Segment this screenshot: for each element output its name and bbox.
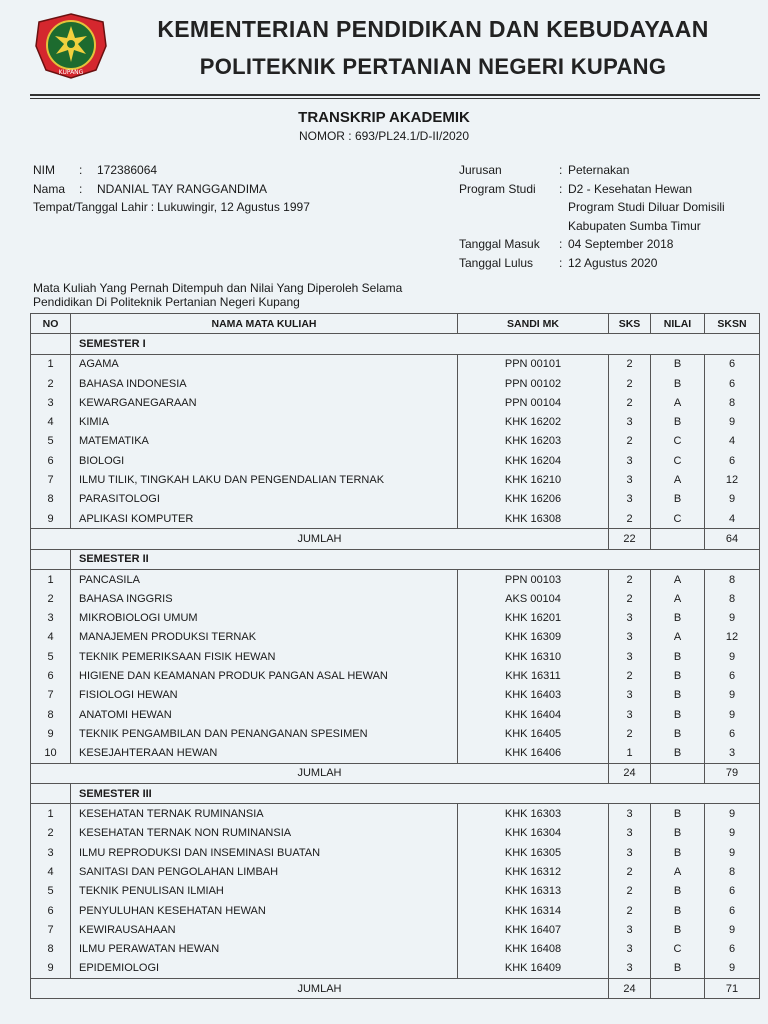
cell-sksn: 6 [705, 354, 760, 374]
cell-course: ILMU REPRODUKSI DAN INSEMINASI BUATAN [71, 843, 458, 862]
table-row [31, 470, 760, 489]
cell-grade: A [651, 862, 705, 881]
cell-sks: 2 [609, 589, 651, 608]
cell-code: KHK 16311 [458, 666, 609, 685]
cell-no: 1 [31, 354, 71, 374]
cell-code: PPN 00101 [458, 354, 609, 374]
cell-sks: 1 [609, 744, 651, 764]
cell-sksn: 6 [705, 940, 760, 959]
cell-sksn: 8 [705, 862, 760, 881]
total-label: JUMLAH [31, 529, 609, 549]
cell-grade: B [651, 705, 705, 724]
cell-code: KHK 16406 [458, 744, 609, 764]
table-row [31, 628, 760, 647]
table-row [31, 432, 760, 451]
birth-row: Tempat/Tanggal Lahir : Lukuwingir, 12 Agustus 1997 [33, 198, 310, 217]
table-row [31, 686, 760, 705]
table-row [31, 959, 760, 979]
cell-grade: B [651, 804, 705, 824]
name-row: Nama : NDANIAL TAY RANGGANDIMA [33, 180, 310, 199]
table-row [31, 666, 760, 685]
cell-course: PANCASILA [71, 569, 458, 589]
cell-course: TEKNIK PENGAMBILAN DAN PENANGANAN SPESIMEN [71, 724, 458, 743]
program-info: Jurusan : Peternakan Program Studi : D2 - Kesehatan Hewan Program Studi Diluar Domisili Kabupaten Sumba Timur Tanggal Masuk : 04 September 2018 Tanggal Lulus : 12 Agustus 2020 [459, 161, 725, 273]
cell-sks: 2 [609, 724, 651, 743]
table-row [31, 490, 760, 509]
semester-total-row [31, 979, 760, 999]
cell-course: FISIOLOGI HEWAN [71, 686, 458, 705]
cell-no: 9 [31, 724, 71, 743]
header-rule [30, 94, 760, 96]
cell-course: MANAJEMEN PRODUKSI TERNAK [71, 628, 458, 647]
cell-no: 4 [31, 862, 71, 881]
semester-heading [31, 549, 760, 569]
table-row [31, 901, 760, 920]
cell-no: 6 [31, 901, 71, 920]
table-row [31, 451, 760, 470]
ministry-title: KEMENTERIAN PENDIDIKAN DAN KEBUDAYAAN [157, 16, 709, 42]
cell-grade: B [651, 354, 705, 374]
cell-grade: B [651, 374, 705, 393]
total-sks: 24 [609, 979, 651, 999]
cell-sks: 2 [609, 901, 651, 920]
table-row [31, 843, 760, 862]
cell-no: 1 [31, 569, 71, 589]
cell-sksn: 9 [705, 824, 760, 843]
table-row [31, 647, 760, 666]
cell-sks: 3 [609, 608, 651, 627]
cell-sksn: 8 [705, 589, 760, 608]
cell-grade: A [651, 569, 705, 589]
masuk-row: Tanggal Masuk : 04 September 2018 [459, 237, 674, 252]
total-label: JUMLAH [31, 979, 609, 999]
cell-course: PARASITOLOGI [71, 490, 458, 509]
cell-no: 7 [31, 920, 71, 939]
cell-grade: B [651, 608, 705, 627]
cell-sksn: 9 [705, 959, 760, 979]
semester-label: SEMESTER II [71, 549, 760, 569]
cell-grade: A [651, 589, 705, 608]
cell-sksn: 9 [705, 412, 760, 431]
cell-code: KHK 16308 [458, 509, 609, 529]
student-info [33, 161, 310, 217]
cell-sksn: 12 [705, 470, 760, 489]
cell-code: KHK 16202 [458, 412, 609, 431]
cell-sksn: 6 [705, 901, 760, 920]
cell-no: 4 [31, 412, 71, 431]
table-row [31, 509, 760, 529]
table-row [31, 589, 760, 608]
cell-sks: 2 [609, 862, 651, 881]
cell-sks: 3 [609, 705, 651, 724]
cell-grade: B [651, 647, 705, 666]
cell-sks: 3 [609, 804, 651, 824]
cell-sksn: 4 [705, 509, 760, 529]
cell-no: 2 [31, 374, 71, 393]
cell-no: 8 [31, 490, 71, 509]
table-row [31, 940, 760, 959]
document-number: NOMOR : 693/PL24.1/D-II/2020 [298, 129, 470, 143]
cell-no: 5 [31, 647, 71, 666]
cell-grade: A [651, 470, 705, 489]
cell-sksn: 9 [705, 490, 760, 509]
cell-sks: 2 [609, 882, 651, 901]
cell-no: 2 [31, 589, 71, 608]
lulus-row: Tanggal Lulus : 12 Agustus 2020 [459, 255, 658, 270]
cell-grade: B [651, 744, 705, 764]
cell-sks: 3 [609, 490, 651, 509]
cell-no: 7 [31, 470, 71, 489]
cell-sks: 2 [609, 393, 651, 412]
table-row [31, 920, 760, 939]
cell-code: PPN 00103 [458, 569, 609, 589]
cell-course: KEWIRAUSAHAAN [71, 920, 458, 939]
transcript-table [30, 313, 760, 999]
semester-total-row [31, 763, 760, 783]
cell-course: PENYULUHAN KESEHATAN HEWAN [71, 901, 458, 920]
table-row [31, 608, 760, 627]
cell-sks: 2 [609, 374, 651, 393]
cell-code: KHK 16210 [458, 470, 609, 489]
cell-course: APLIKASI KOMPUTER [71, 509, 458, 529]
cell-sks: 3 [609, 940, 651, 959]
cell-course: KEWARGANEGARAAN [71, 393, 458, 412]
cell-sksn: 8 [705, 569, 760, 589]
cell-grade: A [651, 628, 705, 647]
cell-code: KHK 16305 [458, 843, 609, 862]
cell-code: KHK 16405 [458, 724, 609, 743]
cell-code: KHK 16403 [458, 686, 609, 705]
cell-no: 10 [31, 744, 71, 764]
semester-label: SEMESTER I [71, 334, 760, 354]
cell-sksn: 9 [705, 705, 760, 724]
total-sks: 22 [609, 529, 651, 549]
prodi-row: Program Studi : D2 - Kesehatan Hewan [459, 181, 693, 196]
cell-grade: B [651, 920, 705, 939]
total-sksn: 79 [705, 763, 760, 783]
header-rule-thin [30, 98, 760, 99]
svg-text:KUPANG: KUPANG [58, 69, 84, 76]
intro-text: Mata Kuliah Yang Pernah Ditempuh dan Nilai Yang Diperoleh Selama Pendidikan Di Politeknik Pertanian Negeri Kupang [33, 281, 403, 309]
cell-sks: 2 [609, 569, 651, 589]
semester-total-row [31, 529, 760, 549]
cell-code: KHK 16404 [458, 705, 609, 724]
semester-heading [31, 334, 760, 354]
cell-code: KHK 16206 [458, 490, 609, 509]
nim-row: NIM : 172386064 [33, 161, 310, 180]
cell-sksn: 9 [705, 647, 760, 666]
cell-no: 4 [31, 628, 71, 647]
cell-sks: 2 [609, 432, 651, 451]
cell-course: EPIDEMIOLOGI [71, 959, 458, 979]
cell-grade: C [651, 432, 705, 451]
table-row [31, 724, 760, 743]
cell-sksn: 6 [705, 451, 760, 470]
nim-value: 172386064 [97, 163, 158, 177]
cell-grade: B [651, 824, 705, 843]
cell-grade: B [651, 959, 705, 979]
cell-sks: 3 [609, 628, 651, 647]
cell-course: KESEHATAN TERNAK NON RUMINANSIA [71, 824, 458, 843]
cell-course: AGAMA [71, 354, 458, 374]
header-course: NAMA MATA KULIAH [71, 314, 458, 334]
cell-no: 6 [31, 666, 71, 685]
cell-course: KESEJAHTERAAN HEWAN [71, 744, 458, 764]
cell-course: MATEMATIKA [71, 432, 458, 451]
cell-sksn: 9 [705, 686, 760, 705]
cell-no: 3 [31, 393, 71, 412]
cell-code: PPN 00104 [458, 393, 609, 412]
cell-code: KHK 16407 [458, 920, 609, 939]
total-sks: 24 [609, 763, 651, 783]
cell-course: BIOLOGI [71, 451, 458, 470]
cell-no: 9 [31, 509, 71, 529]
cell-sksn: 6 [705, 882, 760, 901]
cell-grade: B [651, 412, 705, 431]
cell-course: TEKNIK PENULISAN ILMIAH [71, 882, 458, 901]
table-row [31, 393, 760, 412]
semester-heading [31, 784, 760, 804]
cell-no: 6 [31, 451, 71, 470]
cell-no: 7 [31, 686, 71, 705]
table-row [31, 412, 760, 431]
cell-code: KHK 16314 [458, 901, 609, 920]
cell-grade: B [651, 666, 705, 685]
cell-no: 5 [31, 432, 71, 451]
cell-sks: 2 [609, 509, 651, 529]
cell-course: HIGIENE DAN KEAMANAN PRODUK PANGAN ASAL HEWAN [71, 666, 458, 685]
cell-sksn: 9 [705, 920, 760, 939]
total-sksn: 64 [705, 529, 760, 549]
table-row [31, 354, 760, 374]
cell-code: KHK 16312 [458, 862, 609, 881]
cell-grade: B [651, 686, 705, 705]
cell-course: KESEHATAN TERNAK RUMINANSIA [71, 804, 458, 824]
cell-code: KHK 16409 [458, 959, 609, 979]
header-grade: NILAI [651, 314, 705, 334]
table-row [31, 804, 760, 824]
total-label: JUMLAH [31, 763, 609, 783]
cell-sks: 3 [609, 412, 651, 431]
table-row [31, 744, 760, 764]
cell-code: KHK 16408 [458, 940, 609, 959]
cell-course: MIKROBIOLOGI UMUM [71, 608, 458, 627]
cell-code: KHK 16313 [458, 882, 609, 901]
table-row [31, 882, 760, 901]
cell-sks: 3 [609, 843, 651, 862]
jurusan-row: Jurusan : Peternakan [459, 163, 630, 177]
header-code: SANDI MK [458, 314, 609, 334]
cell-code: KHK 16204 [458, 451, 609, 470]
cell-course: TEKNIK PEMERIKSAAN FISIK HEWAN [71, 647, 458, 666]
cell-no: 2 [31, 824, 71, 843]
cell-course: BAHASA INDONESIA [71, 374, 458, 393]
institution-title: POLITEKNIK PERTANIAN NEGERI KUPANG [199, 54, 667, 79]
cell-sksn: 4 [705, 432, 760, 451]
cell-grade: A [651, 393, 705, 412]
cell-sksn: 6 [705, 374, 760, 393]
cell-course: ILMU PERAWATAN HEWAN [71, 940, 458, 959]
header-sks: SKS [609, 314, 651, 334]
cell-sksn: 6 [705, 666, 760, 685]
cell-sks: 2 [609, 666, 651, 685]
cell-no: 8 [31, 705, 71, 724]
cell-course: ILMU TILIK, TINGKAH LAKU DAN PENGENDALIAN TERNAK [71, 470, 458, 489]
cell-grade: B [651, 724, 705, 743]
birth-value: Lukuwingir, 12 Agustus 1997 [157, 200, 310, 215]
cell-grade: B [651, 882, 705, 901]
total-sksn: 71 [705, 979, 760, 999]
cell-code: AKS 00104 [458, 589, 609, 608]
table-row [31, 374, 760, 393]
semester-label: SEMESTER III [71, 784, 760, 804]
cell-course: KIMIA [71, 412, 458, 431]
cell-no: 8 [31, 940, 71, 959]
cell-sks: 3 [609, 686, 651, 705]
table-row [31, 705, 760, 724]
cell-sksn: 12 [705, 628, 760, 647]
cell-sksn: 9 [705, 804, 760, 824]
cell-sksn: 6 [705, 724, 760, 743]
cell-grade: B [651, 901, 705, 920]
cell-no: 3 [31, 608, 71, 627]
cell-course: ANATOMI HEWAN [71, 705, 458, 724]
cell-sks: 3 [609, 824, 651, 843]
cell-sksn: 9 [705, 843, 760, 862]
cell-code: KHK 16203 [458, 432, 609, 451]
cell-no: 9 [31, 959, 71, 979]
cell-sks: 3 [609, 451, 651, 470]
cell-code: PPN 00102 [458, 374, 609, 393]
cell-course: SANITASI DAN PENGOLAHAN LIMBAH [71, 862, 458, 881]
header-no: NO [31, 314, 71, 334]
document-title: TRANSKRIP AKADEMIK [298, 109, 470, 126]
name-value: NDANIAL TAY RANGGANDIMA [97, 181, 268, 196]
cell-code: KHK 16303 [458, 804, 609, 824]
cell-sks: 3 [609, 959, 651, 979]
cell-sksn: 8 [705, 393, 760, 412]
table-row [31, 862, 760, 881]
cell-no: 1 [31, 804, 71, 824]
cell-no: 3 [31, 843, 71, 862]
institution-logo [34, 12, 108, 80]
cell-code: KHK 16201 [458, 608, 609, 627]
table-header [31, 314, 760, 334]
cell-sksn: 9 [705, 608, 760, 627]
cell-code: KHK 16304 [458, 824, 609, 843]
cell-grade: B [651, 843, 705, 862]
cell-sks: 3 [609, 470, 651, 489]
cell-grade: B [651, 490, 705, 509]
table-row [31, 569, 760, 589]
cell-course: BAHASA INGGRIS [71, 589, 458, 608]
cell-grade: C [651, 509, 705, 529]
cell-sks: 3 [609, 647, 651, 666]
cell-grade: C [651, 451, 705, 470]
cell-no: 5 [31, 882, 71, 901]
cell-grade: C [651, 940, 705, 959]
header-sksn: SKSN [705, 314, 760, 334]
table-row [31, 824, 760, 843]
cell-sks: 2 [609, 354, 651, 374]
cell-sksn: 3 [705, 744, 760, 764]
cell-sks: 3 [609, 920, 651, 939]
cell-code: KHK 16310 [458, 647, 609, 666]
cell-code: KHK 16309 [458, 628, 609, 647]
